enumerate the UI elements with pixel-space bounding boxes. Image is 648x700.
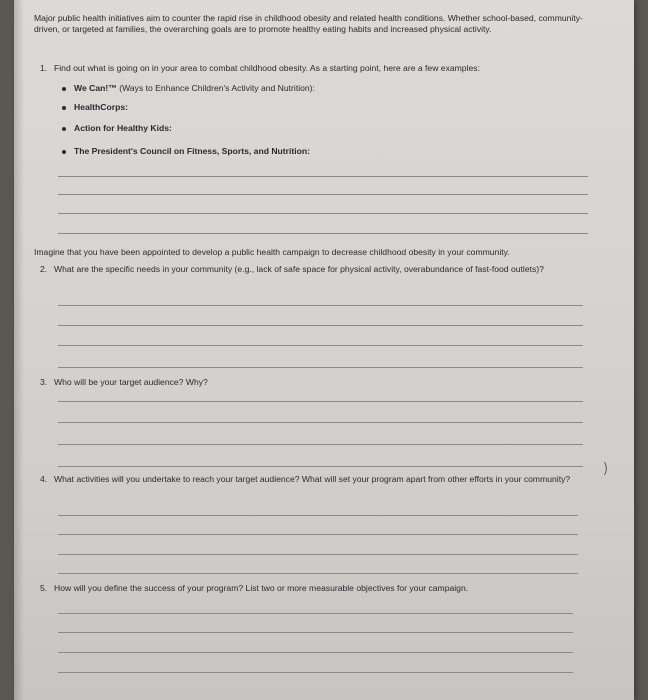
answer-line[interactable]	[58, 422, 583, 423]
answer-line[interactable]	[58, 233, 588, 234]
page-shadow	[14, 0, 24, 700]
answer-line[interactable]	[58, 194, 588, 195]
answer-line[interactable]	[58, 573, 578, 574]
q1-number: 1.	[40, 63, 48, 73]
bullet-icon	[62, 87, 66, 91]
answer-line[interactable]	[58, 534, 578, 535]
q3-text: Who will be your target audience? Why?	[54, 377, 208, 387]
example-we-can: We Can!™ (Ways to Enhance Children's Activity and Nutrition):	[74, 83, 315, 93]
q5-text: How will you define the success of your program? List two or more measurable objectives for your campaign.	[54, 583, 469, 593]
q4-text: What activities will you undertake to reach your target audience? What will set your program apart from other efforts in your community?	[54, 474, 571, 484]
scenario-text: Imagine that you have been appointed to develop a public health campaign to decrease childhood obesity in your community.	[34, 247, 510, 257]
q2-number: 2.	[40, 264, 48, 274]
answer-line[interactable]	[58, 515, 578, 516]
answer-line[interactable]	[58, 632, 573, 633]
intro-paragraph: Major public health initiatives aim to counter the rapid rise in childhood obesity and related health conditions. Whether school-based, community-driven, or targeted at families, the overarching goals are to promote healthy eating habits and increased physical activity.	[34, 13, 583, 34]
answer-line[interactable]	[58, 613, 573, 614]
worksheet-page	[14, 0, 634, 700]
bullet-icon	[62, 150, 66, 154]
answer-line[interactable]	[58, 305, 583, 306]
answer-line[interactable]	[58, 345, 583, 346]
q5-number: 5.	[40, 583, 48, 593]
answer-line[interactable]	[58, 401, 583, 402]
q3-number: 3.	[40, 377, 48, 387]
answer-line[interactable]	[58, 325, 583, 326]
q2-text: What are the specific needs in your community (e.g., lack of safe space for physical activity, overabundance of fast-food outlets)?	[54, 264, 544, 274]
q1-text: Find out what is going on in your area to combat childhood obesity. As a starting point, here are a few examples:	[54, 63, 480, 73]
margin-mark: )	[604, 460, 608, 477]
answer-line[interactable]	[58, 554, 578, 555]
answer-line[interactable]	[58, 367, 583, 368]
answer-line[interactable]	[58, 672, 573, 673]
example-action-healthy-kids: Action for Healthy Kids:	[74, 123, 172, 133]
answer-line[interactable]	[58, 444, 583, 445]
answer-line[interactable]	[58, 176, 588, 177]
answer-line[interactable]	[58, 652, 573, 653]
example-presidents-council: The President's Council on Fitness, Sports, and Nutrition:	[74, 146, 311, 156]
q4-number: 4.	[40, 474, 48, 484]
example-healthcorps: HealthCorps:	[74, 102, 128, 112]
answer-line[interactable]	[58, 466, 583, 467]
bullet-icon	[62, 127, 66, 131]
bullet-icon	[62, 106, 66, 110]
answer-line[interactable]	[58, 213, 588, 214]
